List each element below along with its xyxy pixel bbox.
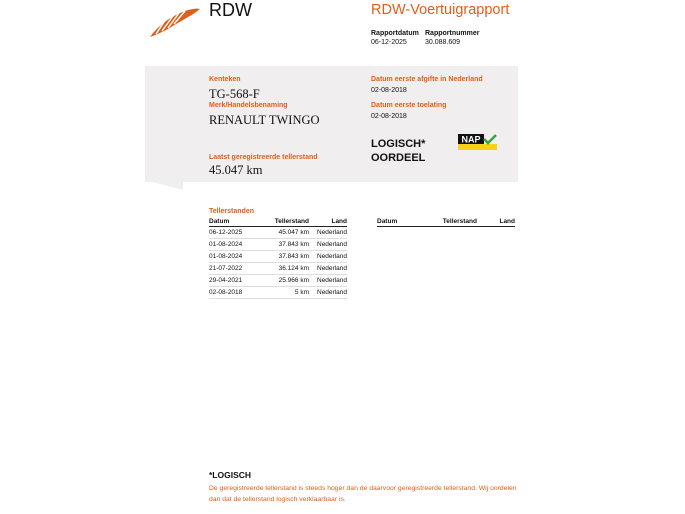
report-date-label: Rapportdatum: [371, 30, 419, 37]
table-row: [209, 251, 347, 263]
cell-country: Nederland: [309, 227, 347, 239]
report-title: RDW-Voertuigrapport: [371, 2, 510, 18]
plate-value: TG-568-F: [209, 87, 260, 101]
col-date: Datum: [209, 218, 264, 227]
first-admission-value: 02-08-2018: [371, 113, 407, 120]
col-country: Land: [309, 218, 347, 227]
col-odometer: Tellerstand: [264, 218, 309, 227]
panel-notch: [145, 180, 183, 190]
table-row: [209, 275, 347, 287]
judgement-line1: LOGISCH*: [371, 138, 426, 150]
first-admission-label: Datum eerste toelating: [371, 102, 447, 109]
odometer-section-title: Tellerstanden: [209, 208, 254, 215]
cell-odometer: 37.843 km: [264, 251, 309, 263]
cell-odometer: 37.843 km: [264, 239, 309, 251]
footnote-text: De geregistreerde tellerstand is steeds hoger dan de daarvoor geregistreerde tellerstand. Wij oordelen dan dat de tellerstand logisch verklaarbaar is.: [209, 485, 517, 503]
plate-label: Kenteken: [209, 76, 241, 83]
col-odometer: Tellerstand: [432, 218, 477, 227]
cell-date: 29-04-2021: [209, 275, 264, 287]
cell-country: Nederland: [309, 239, 347, 251]
table-row: [209, 287, 347, 299]
first-issue-label: Datum eerste afgifte in Nederland: [371, 76, 483, 83]
make-label: Merk/Handelsbenaming: [209, 102, 288, 109]
vehicle-panel: [145, 66, 518, 182]
first-issue-value: 02-08-2018: [371, 87, 407, 94]
cell-country: Nederland: [309, 275, 347, 287]
nap-text: NAP: [461, 134, 481, 145]
judgement: [371, 137, 425, 165]
col-date: Datum: [377, 218, 432, 227]
cell-date: 01-08-2024: [209, 251, 264, 263]
last-odo-label: Laatst geregistreerde tellerstand: [209, 154, 318, 161]
table-row: [209, 239, 347, 251]
cell-country: Nederland: [309, 287, 347, 299]
nap-logo: [458, 134, 497, 150]
odometer-table-right: [377, 218, 515, 227]
footnote-title: *LOGISCH: [209, 470, 252, 480]
cell-date: 01-08-2024: [209, 239, 264, 251]
cell-odometer: 36.124 km: [264, 263, 309, 275]
cell-country: Nederland: [309, 251, 347, 263]
report-number-label: Rapportnummer: [425, 30, 480, 37]
table-row: [209, 227, 347, 239]
report-date: 06-12-2025: [371, 39, 407, 46]
cell-date: 06-12-2025: [209, 227, 264, 239]
table-row: [209, 263, 347, 275]
judgement-line2: OORDEEL: [371, 152, 426, 164]
col-country: Land: [477, 218, 515, 227]
cell-odometer: 45.047 km: [264, 227, 309, 239]
check-icon: [484, 135, 496, 143]
odometer-table: [209, 218, 347, 299]
cell-country: Nederland: [309, 263, 347, 275]
cell-odometer: 5 km: [264, 287, 309, 299]
rdw-logo-icon: [148, 4, 202, 40]
report-number: 30.088.609: [425, 39, 461, 46]
cell-date: 02-08-2018: [209, 287, 264, 299]
cell-odometer: 25.966 km: [264, 275, 309, 287]
cell-date: 21-07-2022: [209, 263, 264, 275]
brand-name: RDW: [209, 0, 252, 20]
make-value: RENAULT TWINGO: [209, 113, 320, 127]
last-odo-value: 45.047 km: [209, 163, 263, 177]
